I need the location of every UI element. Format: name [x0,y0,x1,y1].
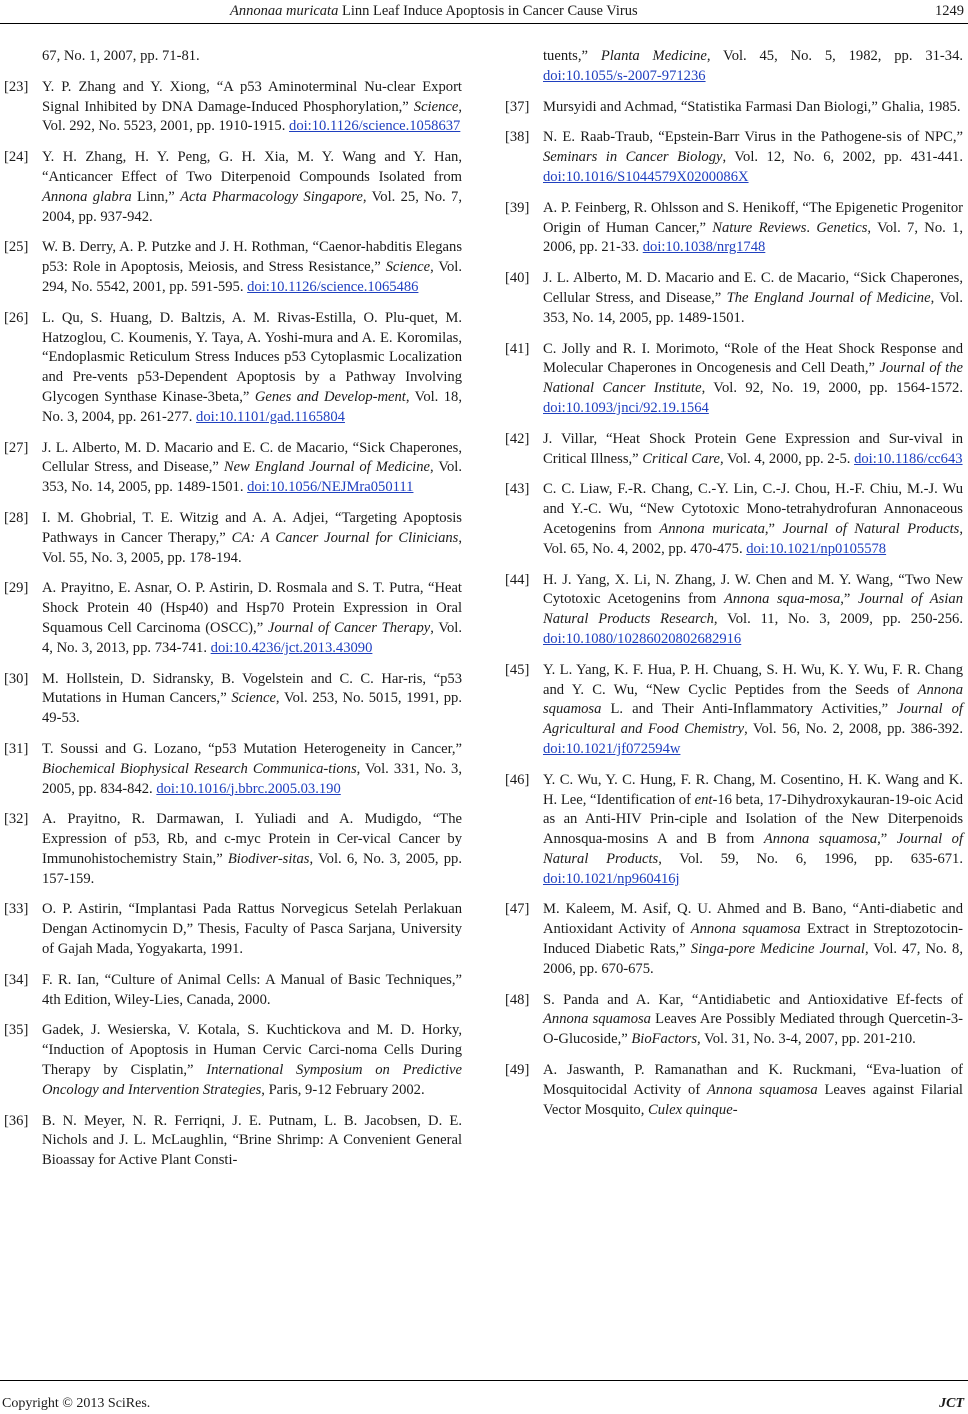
reference-text: A. Prayitno, R. Darmawan, I. Yuliadi and A. Mudigdo, “The Expression of p53, Rb, and c-myc Protein in Cer-vical Cancer by Immunohistochemistry Stain,” [42,811,462,867]
reference-text: , Vol. 31, No. 3-4, 2007, pp. 201-210. [697,1031,916,1048]
reference-number: [48] [505,991,530,1008]
running-title-italic: Annonaa muricata [230,3,339,19]
reference-text: , Vol. 25, No. 7, 2004, pp. 937-942. [42,188,462,225]
doi-link[interactable]: doi:10.1021/np0105578 [746,540,887,557]
reference-entry [505,661,963,760]
reference-text: C. C. Liaw, F.-R. Chang, C.-Y. Lin, C.-J. Chou, H.-F. Chiu, M.-J. Wu and Y.-C. Wu, “New Cytotoxic Mono-tetrahydrofuran Annonaceous Acetogenins from [543,481,963,537]
reference-text: Mursyidi and Achmad, “Statistika Farmasi Dan Biologi,” Ghalia, 1985. [543,98,961,115]
reference-number: [25] [4,239,29,256]
reference-text: , Paris, 9-12 February 2002. [261,1081,425,1098]
reference-number: [35] [4,1022,29,1039]
reference-number: [28] [4,509,29,526]
reference-number: [42] [505,430,530,447]
reference-text: Y. C. Wu, Y. C. Hung, F. R. Chang, M. Cosentino, H. K. Wang and K. H. Lee, “Identification of [543,771,963,808]
italic-text: Genetics [816,219,868,236]
italic-text: New England Journal of Medicine [223,459,431,476]
reference-entry [505,340,963,419]
reference-entry [505,571,963,650]
reference-number: [27] [4,439,29,456]
reference-text: Leaves against Filarial Vector Mosquito, [543,1081,963,1118]
reference-text: C. Jolly and R. I. Morimoto, “Role of the Heat Shock Response and Molecular Chaperones in Oncogenesis and Cell Death,” [543,340,963,377]
page-footer [0,1380,968,1410]
italic-text: Journal of Natural Products [782,520,960,537]
reference-entry [4,670,462,729]
reference-text: ,” [840,591,859,608]
italic-text: International Symposium on Predictive Oncology and Intervention Strategies [42,1062,462,1098]
reference-entry [505,991,963,1050]
reference-text: N. E. Raab-Traub, “Epstein-Barr Virus in the Pathogene-sis of NPC,” [543,129,963,146]
reference-text: M. Hollstein, D. Sidransky, B. Vogelstein and C. C. Har-ris, “p53 Mutations in Human Cancers,” [42,670,462,707]
reference-entry [505,1061,963,1120]
reference-text: F. R. Ian, “Culture of Animal Cells: A Manual of Basic Techniques,” 4th Edition, Wiley-Lies, Canada, 2000. [42,971,462,1008]
reference-text: Linn,” [131,188,181,205]
reference-entry [4,238,462,297]
italic-text: Science [413,98,459,115]
reference-text: S. Panda and A. Kar, “Antidiabetic and Antioxidative Ef-fects of [543,991,963,1008]
italic-text: Genes and Develop-ment [254,388,406,405]
reference-text: O. P. Astirin, “Implantasi Pada Rattus Norvegicus Setelah Perlakuan Dengan Actinomycin D,” Thesis, Faculty of Pasca Sarjana, University of Gajah Mada, Yogyakarta, 1991. [42,901,462,958]
reference-number: [40] [505,270,530,287]
doi-link[interactable]: doi:10.1186/cc643 [854,450,963,467]
reference-entry [4,439,462,498]
italic-text: Planta Medicine [600,48,707,64]
reference-text: , Vol. 55, No. 3, 2005, pp. 178-194. [42,529,463,566]
reference-number: [30] [4,670,29,687]
reference-text: , Vol. 45, No. 5, 1982, pp. 31-34. [706,48,964,64]
reference-text: , Vol. 4, No. 3, 2013, pp. 734-741. [42,619,462,656]
italic-text: Annona squa-mosa [723,591,841,608]
italic-text: Singa-pore Medicine Journal [690,941,865,958]
reference-number: [23] [4,78,29,95]
italic-text: Journal of Natural Products [543,831,963,867]
reference-text: , Vol. 353, No. 14, 2005, pp. 1489-1501. [42,459,462,496]
doi-link[interactable]: doi:10.1080/10286020802682916 [543,630,742,647]
italic-text: Annona squamosa [543,681,963,718]
italic-text: CA: A Cancer Journal for Clinicians [231,529,459,546]
reference-text: T. Soussi and G. Lozano, “p53 Mutation Heterogeneity in Cancer,” [42,740,462,757]
reference-text: I. M. Ghobrial, T. E. Witzig and A. A. Adjei, “Targeting Apoptosis Pathways in Cancer Therapy,” [42,509,462,546]
reference-entry [4,1021,462,1100]
doi-link[interactable]: doi:10.1016/j.bbrc.2005.03.190 [156,780,341,797]
reference-text: -16 beta, 17-Dihydroxykauran-19-oic Acid as an Anti-HIV Prin-ciple and Isolation of the New Diterpenoids Annosqua-mosins A and B from [543,791,964,848]
italic-text: Seminars in Cancer Biology [543,149,723,166]
reference-text: , Vol. 6, No. 3, 2005, pp. 157-159. [42,850,462,887]
reference-text: J. Villar, “Heat Shock Protein Gene Expression and Sur-vival in Critical Illness,” [543,430,963,467]
italic-text: Annona muricata [659,520,765,537]
reference-number: [44] [505,571,530,588]
reference-entry [4,509,462,568]
reference-entry [4,148,462,227]
doi-link[interactable]: doi:10.1056/NEJMra050111 [247,479,414,496]
reference-text: , Vol. 59, No. 6, 1996, pp. 635-671. [658,850,964,867]
reference-number: [39] [505,199,530,216]
reference-continuation [505,47,963,87]
italic-text: Journal of the National Cancer Institute [543,360,963,397]
reference-text: , Vol. 18, No. 3, 2004, pp. 261-277. [42,388,462,425]
reference-number: [31] [4,740,29,757]
journal-abbreviation: JCT [939,1396,964,1411]
reference-number: [24] [4,149,29,166]
italic-text: Acta Pharmacology Singapore [180,188,363,205]
reference-entry [505,900,963,979]
reference-text: A. Prayitno, E. Asnar, O. P. Astirin, D. Rosmala and S. T. Putra, “Heat Shock Protein 40 (Hsp40) and Hsp70 Protein Expression in Oral Squamous Cell Carcinoma (OSCC),” [42,580,462,636]
reference-entry [505,269,963,328]
reference-number: [33] [4,901,29,918]
doi-link[interactable]: doi:10.1038/nrg1748 [642,239,766,256]
reference-number: [37] [505,98,530,115]
reference-number: [45] [505,661,530,678]
reference-number: [38] [505,129,530,146]
reference-text: , Vol. 7, No. 1, 2006, pp. 21-33. [543,219,964,256]
italic-text: Critical Care [642,450,720,467]
italic-text: Annona squamosa [763,831,878,848]
reference-text: A. P. Feinberg, R. Ohlsson and S. Henikoff, “The Epigenetic Progenitor Origin of Human Cancer,” [543,199,963,236]
doi-link[interactable]: doi:10.1021/np960416j [543,870,680,887]
italic-text: Biodiver-sitas [227,850,310,867]
italic-text: Culex quinque- [648,1101,738,1118]
reference-text: Y. H. Zhang, H. Y. Peng, G. H. Xia, M. Y. Wang and Y. Han, “Anticancer Effect of Two Diterpenoid Compounds Isolated from [42,149,462,185]
reference-entry [4,900,462,959]
doi-link[interactable]: doi:10.1055/s-2007-971236 [543,67,706,84]
reference-text: Gadek, J. Wesierska, V. Kotala, S. Kuchtickova and M. D. Horky, “Induction of Apoptosis in Human Cervic Carci-noma Cells During Therapy by Cisplatin,” [42,1022,462,1079]
running-title-rest: Linn Leaf Induce Apoptosis in Cancer Cause Virus [338,3,638,19]
reference-text: J. L. Alberto, M. D. Macario and E. C. de Macario, “Sick Chaperones, Cellular Stress, and Disease,” [543,270,963,306]
reference-number: [34] [4,971,29,988]
reference-entry [4,1112,462,1171]
reference-entry [505,480,963,559]
reference-text: , Vol. 253, No. 5015, 1991, pp. 49-53. [42,690,462,727]
reference-number: [26] [4,309,29,326]
reference-text: J. L. Alberto, M. D. Macario and E. C. de Macario, “Sick Chaperones, Cellular Stress, and Disease,” [42,439,462,476]
reference-text: Y. L. Yang, K. F. Hua, P. H. Chuang, S. H. Wu, K. Y. Wu, F. R. Chang and Y. C. Wu, “New Cyclic Peptides from the Seeds of [543,661,963,698]
italic-text: The England Journal of Medicine [726,289,931,306]
left-column-references [4,47,462,1182]
reference-text: , Vol. 294, No. 5542, 2001, pp. 591-595. [42,259,462,295]
doi-link[interactable]: doi:10.1126/science.1058637 [289,118,461,135]
reference-number: [49] [505,1062,530,1079]
reference-text: . [806,219,817,236]
reference-text: , Vol. 292, No. 5523, 2001, pp. 1910-1915. [42,98,462,135]
italic-text: Biochemical Biophysical Research Communica-tions [42,760,357,777]
page-number: 1249 [935,3,964,19]
right-column-references [505,47,963,1131]
reference-text: , Vol. 331, No. 3, 2005, pp. 834-842. [42,760,462,797]
reference-text: , Vol. 353, No. 14, 2005, pp. 1489-1501. [543,289,963,326]
italic-text: Nature Reviews [712,219,807,236]
reference-text: 67, No. 1, 2007, pp. 71-81. [42,48,200,64]
running-title [230,1,638,21]
italic-text: Journal of Cancer Therapy [267,619,431,636]
italic-text: ent [694,791,713,808]
italic-text: Annona squamosa [543,1011,651,1028]
doi-link[interactable]: doi:10.1021/jf072594w [543,740,681,757]
reference-number: [43] [505,481,530,498]
reference-text: , Vol. 65, No. 4, 2002, pp. 470-475. [543,520,963,557]
reference-number: [47] [505,901,530,918]
reference-text: Leaves Are Possibly Mediated through Quercetin-3-O-Glucoside,” [543,1011,963,1048]
reference-entry [4,810,462,889]
italic-text: Science [231,690,276,707]
italic-text: Annona glabra [42,188,132,205]
reference-entry [4,309,462,428]
reference-text: ,” [877,831,897,848]
reference-text: , Vol. 56, No. 2, 2008, pp. 386-392. [744,721,964,738]
italic-text: Journal of Agricultural and Food Chemistry [543,701,963,738]
reference-entry [505,771,963,890]
reference-number: [36] [4,1112,29,1129]
reference-text: M. Kaleem, M. Asif, Q. U. Ahmed and B. Bano, “Anti-diabetic and Antioxidant Activity of [543,901,963,938]
header-rule [0,23,968,24]
reference-number: [32] [4,811,29,828]
doi-link[interactable]: doi:10.1093/jnci/92.19.1564 [543,399,709,416]
reference-text: L. and Their Anti-Inflammatory Activities,” [601,701,898,718]
copyright-notice: Copyright © 2013 SciRes. [2,1396,151,1411]
reference-text: ,” [764,520,783,537]
reference-entry [4,78,462,137]
reference-number: [41] [505,340,530,357]
italic-text: Science [385,259,431,276]
doi-link[interactable]: doi:10.1101/gad.1165804 [196,408,345,425]
doi-link[interactable]: doi:10.1126/science.1065486 [247,278,419,295]
reference-continuation [4,47,462,67]
reference-text: Y. P. Zhang and Y. Xiong, “A p53 Aminoterminal Nu-clear Export Signal Inhibited by DNA Damage-Induced Phosphorylation,” [42,78,462,115]
reference-text: , Vol. 4, 2000, pp. 2-5. [720,450,855,467]
page-header [0,0,968,26]
reference-number: [29] [4,580,29,597]
reference-entry [505,430,963,470]
doi-link[interactable]: doi:10.1016/S1044579X0200086X [543,168,749,185]
italic-text: Annona squamosa [690,921,801,938]
reference-entry [505,98,963,118]
reference-entry [505,199,963,258]
reference-text: Extract in Streptozotocin-Induced Diabetic Rats,” [543,921,963,958]
reference-text: W. B. Derry, A. P. Putzke and J. H. Rothman, “Caenor-habditis Elegans p53: Role in Apoptosis, Meiosis, and Stress Resistance,” [42,239,462,276]
reference-text: tuents,” [543,48,601,64]
footer-rule [0,1380,968,1381]
doi-link[interactable]: doi:10.4236/jct.2013.43090 [210,639,373,656]
reference-entry [505,128,963,187]
reference-entry [4,740,462,799]
reference-text: , Vol. 92, No. 19, 2000, pp. 1564-1572. [701,380,963,397]
reference-number: [46] [505,771,530,788]
italic-text: Annona squamosa [707,1081,818,1098]
reference-entry [4,579,462,658]
reference-text: L. Qu, S. Huang, D. Baltzis, A. M. Rivas-Estilla, O. Plu-quet, M. Hatzoglou, C. Koumenis, Y. Taya, A. Yoshi-mura and A. E. Koromilas, “Endoplasmic Reticulum Stress Induces p53 Cytoplasmic Localization and Pre-vents p53-Dependent Apoptosis by a Pathway Involving Glycogen Synthase Kinase-3beta,” [42,309,462,405]
reference-text: H. J. Yang, X. Li, N. Zhang, J. W. Chen and M. Y. Wang, “Two New Cytotoxic Acetogenins from [543,571,963,608]
reference-entry [4,971,462,1011]
reference-text: A. Jaswanth, P. Ramanathan and K. Ruckmani, “Eva-luation of Mosquitocidal Activity of [543,1062,963,1098]
reference-text: , Vol. 12, No. 6, 2002, pp. 431-441. [722,149,963,166]
reference-text: , Vol. 47, No. 8, 2006, pp. 670-675. [543,941,963,977]
italic-text: Journal of Asian Natural Products Research [543,591,964,628]
italic-text: BioFactors [631,1031,698,1048]
reference-text: B. N. Meyer, N. R. Ferriqni, J. E. Putnam, L. B. Jacobsen, D. E. Nichols and J. L. McLaughlin, “Brine Shrimp: A Convenient General Bioassay for Active Plant Consti- [42,1112,462,1169]
reference-text: , Vol. 11, No. 3, 2009, pp. 250-256. [713,611,963,628]
